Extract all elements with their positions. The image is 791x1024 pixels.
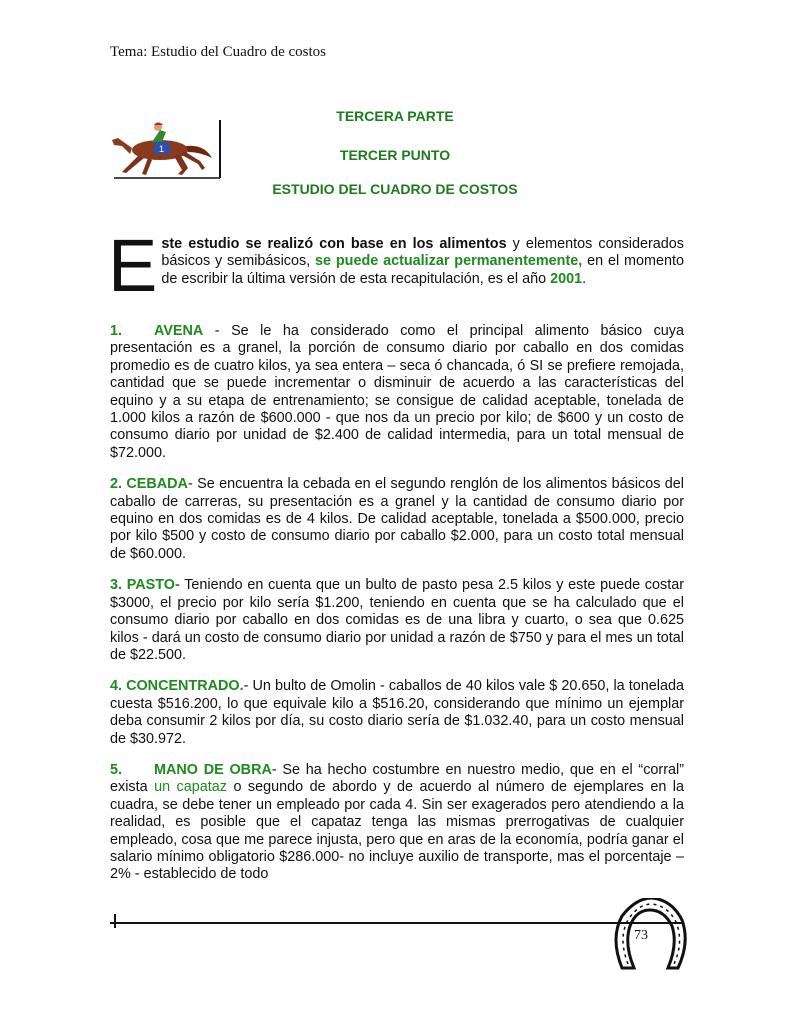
intro-text-1: y elementos considerados básicos y semibásicos, (161, 236, 684, 270)
footer-rule (110, 922, 684, 924)
section-avena (110, 323, 684, 462)
drop-cap: E (108, 224, 158, 307)
racehorse-jockey-icon (108, 118, 224, 182)
intro-bold-text: ste estudio se realizó con base en los alimentos (161, 236, 507, 252)
section-text: o segundo de abordo y de acuerdo al número de ejemplares en la cuadra, se debe tener un empleado por cada 4. Sin ser exagerados pero atendiendo a la realidad, es posible que el capataz tenga las mismas prerrogativas de cualquier empleado, cosa que me parece injusta, pero que en aras de la economía, podría ganar el salario mínimo obligatorio $286.000- no incluye auxilio de transporte, mas el porcentaje –2% - establecido de todo (110, 779, 684, 883)
svg-text:1: 1 (159, 144, 165, 154)
document-body (110, 323, 684, 898)
heading-study: ESTUDIO DEL CUADRO DE COSTOS (272, 181, 518, 197)
section-text: - Un bulto de Omolin - caballos de 40 kilos vale $ 20.650, la tonelada cuesta $516.200, lo que equivale kilo a $516.20, considerando que mínimo un ejemplar deba consumir 2 kilos por día, su costo diario sería de $1.032.40, para un costo mensual de $30.972. (110, 678, 684, 747)
intro-year: 2001 (550, 270, 583, 287)
section-title: MANO DE OBRA (154, 761, 272, 778)
section-mano-de-obra (110, 762, 684, 884)
section-text: - Se encuentra la cebada en el segundo renglón de los alimentos básicos del caballo de carreras, su presentación es a granel y la cantidad de consumo diario por equino en dos comidas es de 4 kilos. De calidad aceptable, tonelada a $500.000, precio por kilo $500 y costo de consumo diario por caballo $2.000, para un costo total mensual de $60.000. (110, 476, 684, 562)
page-header: Tema: Estudio del Cuadro de costos (110, 44, 326, 60)
section-title: AVENA (154, 323, 204, 339)
section-title: 4. CONCENTRADO. (110, 678, 244, 695)
page-number: 73 (634, 928, 648, 943)
intro-highlight: se puede actualizar permanentemente, (315, 253, 583, 270)
section-concentrado (110, 678, 684, 748)
footer-rule-tick (114, 914, 116, 928)
intro-text-2: en el momento de escribir la última versión de esta recapitulación, es el año (161, 253, 684, 287)
section-pasto (110, 577, 684, 664)
section-cebada (110, 476, 684, 563)
section-number: 5. (110, 761, 123, 778)
section-title: 2. CEBADA (110, 476, 188, 493)
heading-point: TERCER PUNTO (339, 147, 451, 163)
section-highlight: un capataz (154, 779, 227, 796)
intro-text-3: . (582, 270, 587, 287)
section-number: 1. (110, 323, 123, 339)
section-text: - Se le ha considerado como el principal alimento básico cuya presentación es a granel, la porción de consumo diario por caballo en dos comidas promedio es de cuatro kilos, ya sea entera – seca ó chancada, ó SI se prefiere remojada, cantidad que se puede incrementar o disminuir de acuerdo a las características del equino y a su etapa de entrenamiento; se consigue de calidad aceptable, tonelada de 1.000 kilos a razón de $600.000 - que nos da un precio por kilo; de $600 y un costo de consumo diario por unidad de $2.400 de calidad intermedia, para un total mensual de $72.000. (110, 323, 684, 461)
heading-part: TERCERA PARTE (336, 108, 454, 124)
section-title: 3. PASTO- (110, 577, 180, 594)
section-text: Teniendo en cuenta que un bulto de pasto pesa 2.5 kilos y este puede costar $3000, el precio por kilo sería $1.200, teniendo en cuenta que se ha calculado que el consumo diario por caballo en dos comidas es de una libra y cuarto, o sea que 0.625 kilos - dará un costo de consumo diario por unidad a razón de $750 y para el mes un total de $22.500. (110, 577, 684, 663)
section-text: - Se ha hecho costumbre en nuestro medio, que en el “corral” exista (110, 761, 684, 796)
intro-paragraph (108, 224, 684, 307)
